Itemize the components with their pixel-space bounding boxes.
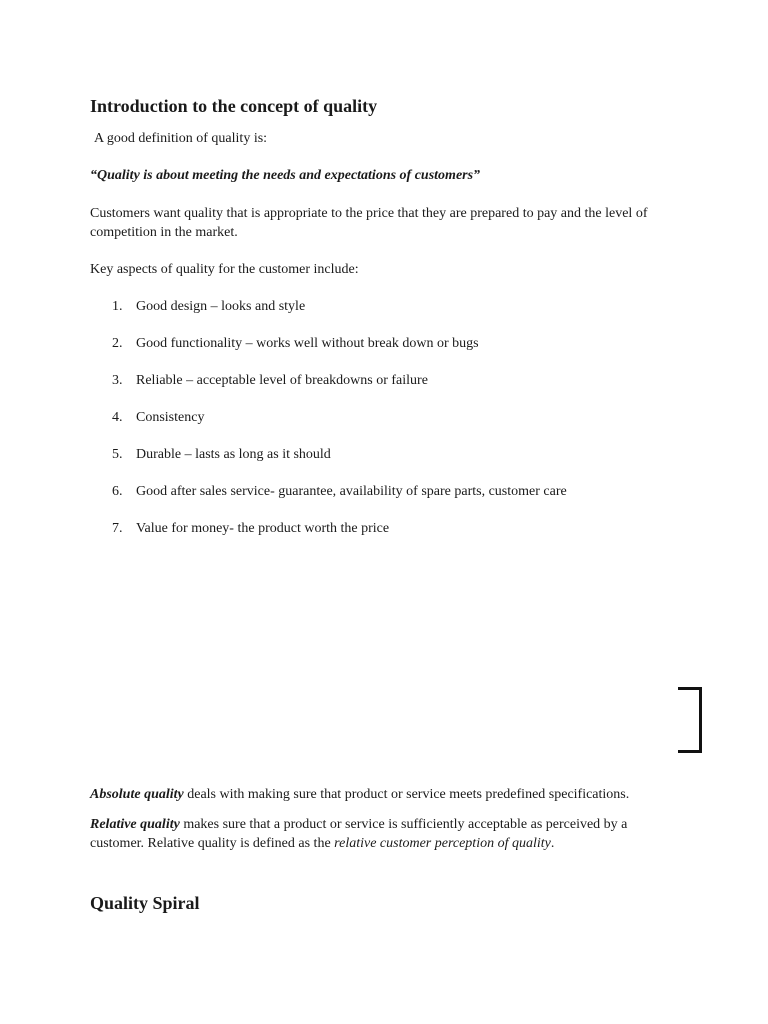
quality-quote: “Quality is about meeting the needs and expectations of customers” — [90, 168, 481, 183]
list-item-text: Durable – lasts as long as it should — [136, 447, 331, 462]
absolute-quality-text: deals with making sure that product or service meets predefined specifications. — [183, 787, 630, 802]
list-item-text: Consistency — [136, 410, 205, 425]
page-title: Introduction to the concept of quality — [90, 96, 378, 116]
relative-quality-term: Relative quality — [90, 817, 180, 832]
bracket-shape — [678, 687, 702, 753]
list-item-number: 2. — [112, 336, 123, 351]
list-item-number: 7. — [112, 521, 123, 536]
absolute-quality-term: Absolute quality — [90, 787, 184, 802]
list-item-number: 1. — [112, 299, 123, 314]
key-aspects-intro: Key aspects of quality for the customer include: — [90, 262, 359, 277]
list-item-text: Good after sales service- guarantee, availability of spare parts, customer care — [136, 484, 567, 499]
relative-quality-end: . — [550, 836, 555, 851]
section-heading: Quality Spiral — [90, 893, 200, 913]
list-item-text: Good design – looks and style — [136, 299, 306, 314]
list-item — [112, 482, 567, 519]
list-item-number: 5. — [112, 447, 123, 462]
list-item-number: 4. — [112, 410, 123, 425]
definition-intro: A good definition of quality is: — [94, 131, 268, 146]
list-item — [112, 445, 567, 482]
list-item-text: Value for money- the product worth the price — [136, 521, 390, 536]
list-item — [112, 408, 567, 445]
list-item-number: 3. — [112, 373, 123, 388]
relative-quality-emphasis: relative customer perception of quality — [334, 836, 551, 851]
absolute-quality-paragraph — [90, 785, 680, 804]
list-item — [112, 371, 567, 408]
key-aspects-list — [112, 297, 567, 556]
list-item — [112, 334, 567, 371]
list-item-text: Reliable – acceptable level of breakdowns or failure — [136, 373, 428, 388]
list-item-text: Good functionality – works well without break down or bugs — [136, 336, 479, 351]
list-item — [112, 297, 567, 334]
list-item — [112, 519, 567, 556]
relative-quality-text: makes sure that a product or service is sufficiently acceptable as perceived by a customer. Relative quality is defined as the — [90, 817, 628, 851]
customers-paragraph: Customers want quality that is appropriate to the price that they are prepared to pay and the level of competition in the market. — [90, 206, 648, 240]
relative-quality-paragraph — [90, 815, 680, 853]
list-item-number: 6. — [112, 484, 123, 499]
